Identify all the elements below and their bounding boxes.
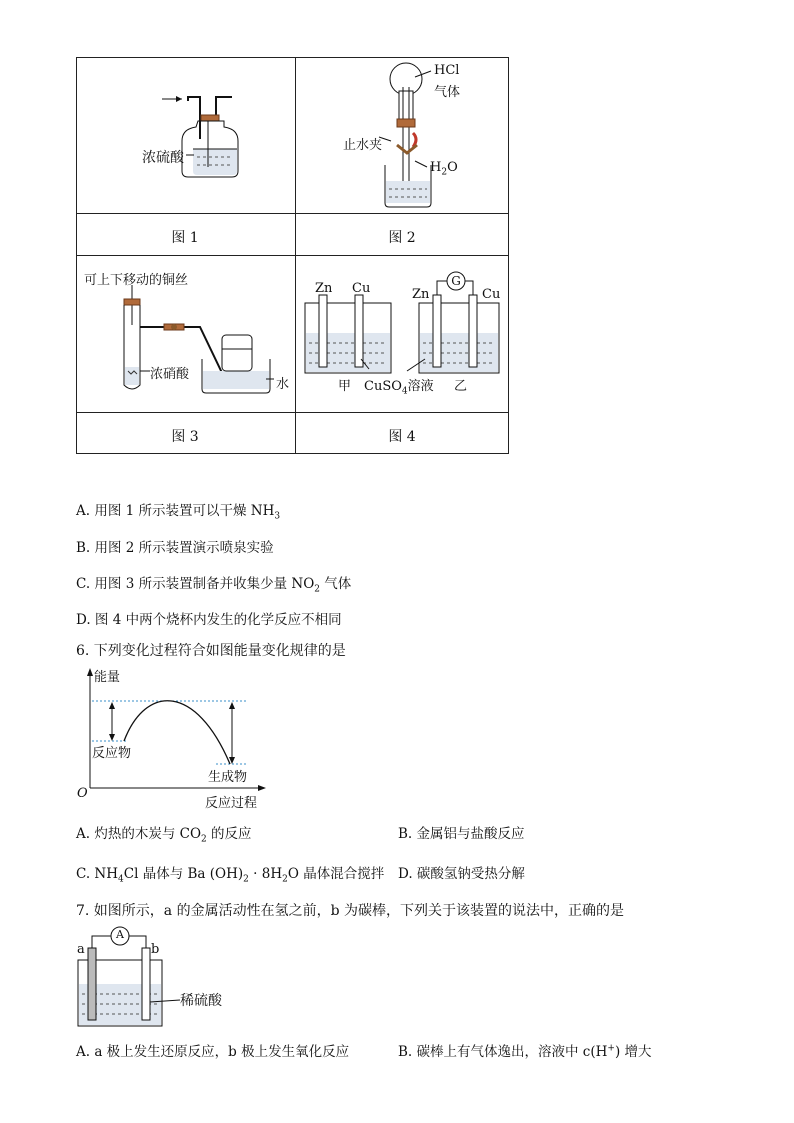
fig4-zn2: Zn	[412, 287, 430, 302]
fig4-caption: 图 4	[388, 429, 416, 445]
q7-cell-diagram	[76, 922, 186, 1030]
q7-label-a: a	[77, 942, 85, 957]
q5-option-b: B. 用图 2 所示装置演示喷泉实验	[76, 540, 274, 556]
q7-option-b: B. 碳棒上有气体逸出，溶液中 c(H+) 增大	[398, 1043, 652, 1060]
q6-stem: 6. 下列变化过程符合如图能量变化规律的是	[76, 643, 346, 659]
fig2-drawing	[295, 57, 509, 213]
fig1-caption: 图 1	[171, 230, 199, 246]
fig1-drawing	[76, 57, 295, 213]
q7-label-b: b	[151, 942, 160, 957]
fig1-label: 浓硫酸	[142, 150, 184, 166]
fig2-clamp: 止水夹	[343, 138, 383, 153]
fig2-gas-2: 气体	[434, 85, 461, 100]
q6-option-d: D. 碳酸氢钠受热分解	[398, 866, 525, 882]
q6-origin: O	[77, 786, 88, 801]
fig4-galvanometer: G	[451, 274, 461, 288]
q7-acid-label: 稀硫酸	[180, 993, 222, 1009]
fig3-water: 水	[276, 377, 290, 392]
q6-option-c: C. $NH_4Cl$ 晶体与 Ba $(OH)_2 \cdot 8H_2O$ 晶体混合搅拌	[76, 866, 385, 885]
fig3-caption: 图 3	[171, 429, 199, 445]
q6-x-label: 反应过程	[205, 796, 258, 811]
fig2-water: $H_2O$	[430, 160, 458, 178]
q5-option-c: C. 用图 3 所示装置制备并收集少量 $NO_2$ 气体	[76, 576, 352, 595]
q6-product: 生成物	[208, 770, 248, 785]
q6-y-label: 能量	[94, 670, 121, 685]
q6-energy-diagram	[76, 664, 276, 812]
fig2-gas-1: HCl	[434, 63, 460, 78]
q6-reactant: 反应物	[92, 746, 132, 761]
q7-ammeter: A	[116, 928, 124, 941]
fig4-solution: CuSO$_4$溶液	[364, 379, 434, 397]
fig3-wire: 可上下移动的铜丝	[84, 273, 189, 288]
fig4-cu: Cu	[352, 281, 371, 296]
q5-option-a: A. 用图 1 所示装置可以干燥 $NH_3$	[76, 503, 281, 522]
fig4-zn: Zn	[315, 281, 333, 296]
q6-option-a: A. 灼热的木炭与 $CO_2$ 的反应	[76, 826, 252, 845]
figure-table	[76, 57, 509, 454]
q7-stem: 7. 如图所示，a 的金属活动性在氢之前，b 为碳棒，下列关于该装置的说法中，正确的是	[76, 903, 625, 919]
fig4-jia: 甲	[338, 379, 352, 394]
q6-option-b: B. 金属铝与盐酸反应	[398, 826, 525, 842]
fig3-acid: 浓硝酸	[150, 367, 190, 382]
q5-option-d: D. 图 4 中两个烧杯内发生的化学反应不相同	[76, 612, 342, 628]
fig2-caption: 图 2	[388, 230, 416, 246]
fig4-yi: 乙	[454, 379, 468, 394]
q7-option-a: A. a 极上发生还原反应，b 极上发生氧化反应	[76, 1044, 350, 1060]
fig4-cu2: Cu	[482, 287, 501, 302]
